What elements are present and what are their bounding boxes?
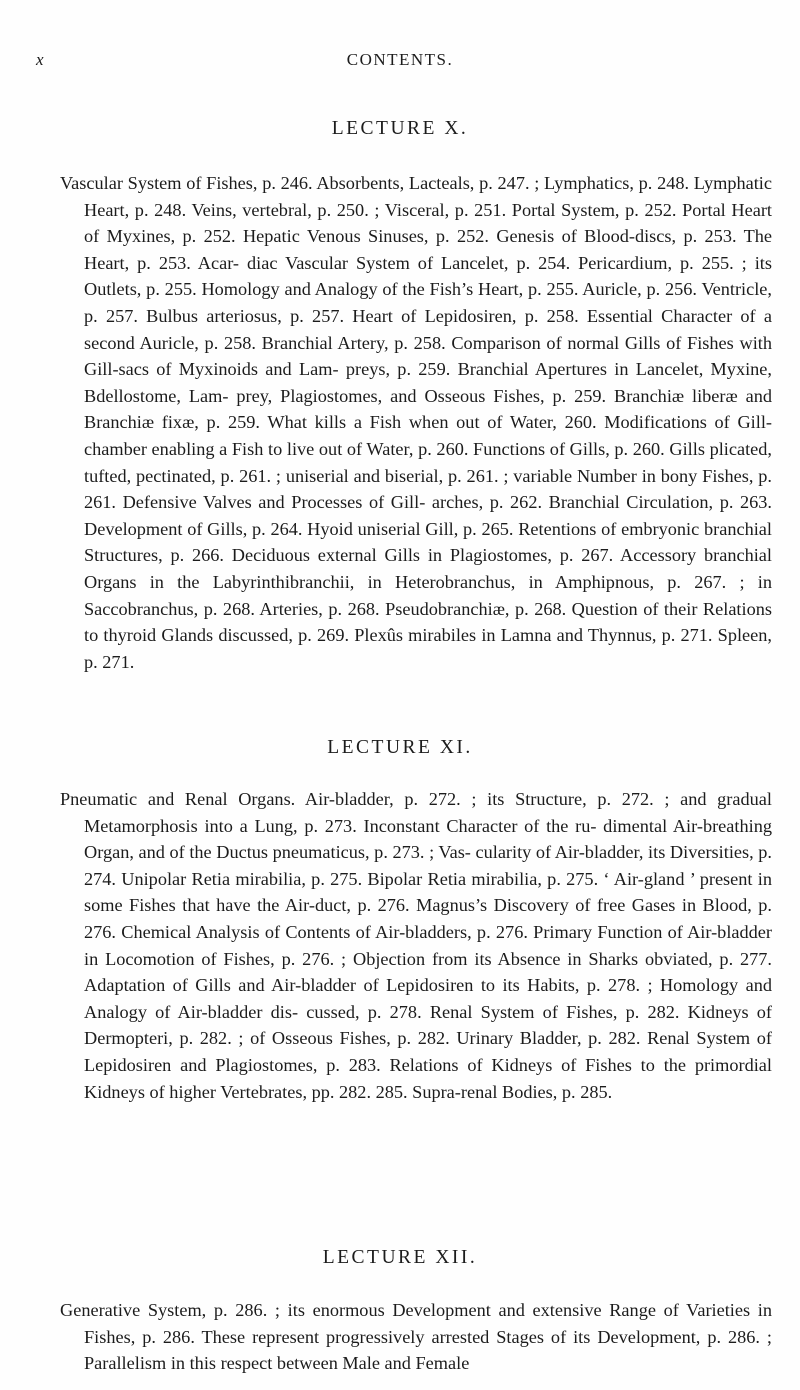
lecture-x-title: LECTURE X.: [331, 118, 469, 139]
lecture-xii-summary: Generative System, p. 286. ; its enormous Development and extensive Range of Varieties in Fishes, p. 286. These represent progressively arrested Stages of its Development, p. 286. ; Parallelism in this respect between Male and Female: [60, 1300, 772, 1374]
lecture-x-summary: Vascular System of Fishes, p. 246. Absorbents, Lacteals, p. 247. ; Lymphatics, p. 248. Lymphatic Heart, p. 248. Veins, vertebral, p. 250. ; Visceral, p. 251. Portal System, p. 252. Portal Heart of Myxines, p. 252. Hepatic Venous Sinuses, p. 252. Genesis of Blood-discs, p. 253. The Heart, p. 253. Acar- diac Vascular System of Lancelet, p. 254. Pericardium, p. 255. ; its Outlets, p. 255. Homology and Analogy of the Fish’s Heart, p. 255. Auricle, p. 256. Ventricle, p. 257. Bulbus arteriosus, p. 257. Heart of Lepidosiren, p. 258. Essential Character of a second Auricle, p. 258. Branchial Artery, p. 258. Comparison of normal Gills of Fishes with Gill-sacs of Myxinoids and Lam- preys, p. 259. Branchial Apertures in Lancelet, Myxine, Bdellostome, Lam- prey, Plagiostomes, and Osseous Fishes, p. 259. Branchiæ liberæ and Branchiæ fixæ, p. 259. What kills a Fish when out of Water, 260. Modifications of Gill-chamber enabling a Fish to live out of Water, p. 260. Functions of Gills, p. 260. Gills plicated, tufted, pectinated, p. 261. ; uniserial and biserial, p. 261. ; variable Number in bony Fishes, p. 261. Defensive Valves and Processes of Gill- arches, p. 262. Branchial Circulation, p. 263. Development of Gills, p. 264. Hyoid uniserial Gill, p. 265. Retentions of embryonic branchial Structures, p. 266. Deciduous external Gills in Plagiostomes, p. 267. Accessory branchial Organs in the Labyrinthibranchii, in Heterobranchus, in Amphipnous, p. 267. ; in Saccobranchus, p. 268. Arteries, p. 268. Pseudobranchiæ, p. 268. Question of their Relations to thyroid Glands discussed, p. 269. Plexûs mirabiles in Lamna and Thynnus, p. 271. Spleen, p. 271.: [60, 173, 772, 672]
page-header: [36, 50, 764, 74]
lecture-xii-title: LECTURE XII.: [322, 1247, 478, 1268]
page-number: x: [36, 50, 46, 69]
lecture-xi-summary: Pneumatic and Renal Organs. Air-bladder, p. 272. ; its Structure, p. 272. ; and gradual Metamorphosis into a Lung, p. 273. Inconstant Character of the ru- dimental Air-breathing Organ, and of the Ductus pneumaticus, p. 273. ; Vas- cularity of Air-bladder, its Diversities, p. 274. Unipolar Retia mirabilia, p. 275. Bipolar Retia mirabilia, p. 275. ‘ Air-gland ’ present in some Fishes that have the Air-duct, p. 276. Magnus’s Discovery of free Gases in Blood, p. 276. Chemical Analysis of Contents of Air-bladders, p. 276. Primary Function of Air-bladder in Locomotion of Fishes, p. 276. ; Objection from its Absence in Sharks obviated, p. 277. Adaptation of Gills and Air-bladder of Lepidosiren to its Habits, p. 278. ; Homology and Analogy of Air-bladder dis- cussed, p. 278. Renal System of Fishes, p. 282. Kidneys of Dermopteri, p. 282. ; of Osseous Fishes, p. 282. Urinary Bladder, p. 282. Renal System of Lepidosiren and Plagiostomes, p. 283. Relations of Kidneys of Fishes to the primordial Kidneys of higher Vertebrates, pp. 282. 285. Supra-renal Bodies, p. 285.: [60, 789, 772, 1102]
lecture-xi-title: LECTURE XI.: [327, 737, 473, 758]
running-head: CONTENTS.: [346, 50, 454, 69]
